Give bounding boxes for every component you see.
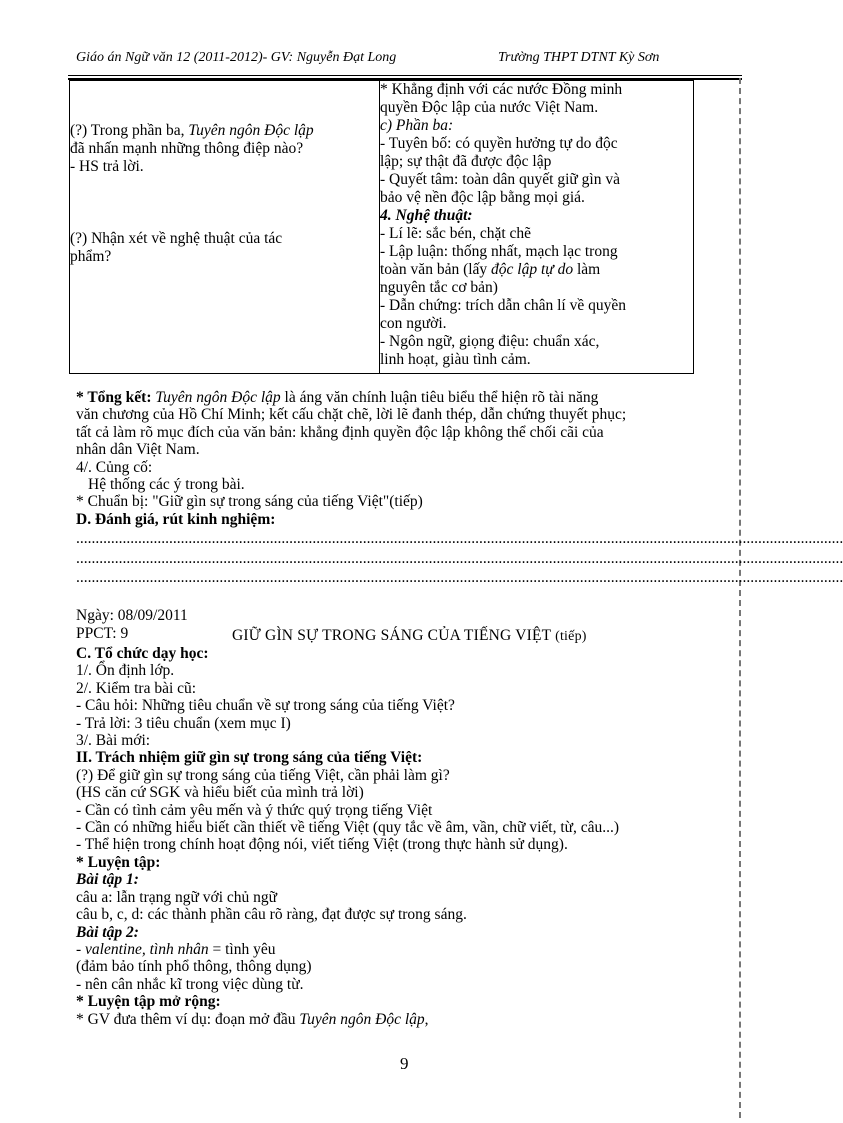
section-heading: II. Trách nhiệm giữ gìn sự trong sáng của tiếng Việt:	[76, 749, 423, 767]
summary-line1: * Tổng kết: Tuyên ngôn Độc lập là áng văn chính luận tiêu biểu thể hiện rõ tài năng	[76, 389, 599, 406]
summary-line2: văn chương của Hồ Chí Minh; kết cấu chặt chẽ, lời lẽ đanh thép, dẫn chứng thuyết phục;	[76, 406, 627, 424]
body-line: (HS căn cứ SGK và hiểu biết của mình trả lời)	[76, 784, 364, 802]
content-line: quyền Độc lập của nước Việt Nam.	[380, 99, 599, 116]
body-line: (?) Để giữ gìn sự trong sáng của tiếng Việt, cần phải làm gì?	[76, 766, 450, 784]
section-heading: C. Tổ chức dạy học:	[76, 645, 209, 662]
body-line: - valentine, tình nhân = tình yêu	[76, 940, 276, 958]
content-subheading: c) Phần ba:	[380, 117, 454, 134]
preparation-line: * Chuẩn bị: "Giữ gìn sự trong sáng của tiếng Việt"(tiếp)	[76, 493, 423, 511]
content-heading-art: 4. Nghệ thuật:	[380, 207, 473, 224]
body-line: 2/. Kiểm tra bài cũ:	[76, 679, 197, 697]
date-text: Ngày: 08/09/2011	[76, 607, 188, 624]
lesson-title-suffix: (tiếp)	[555, 629, 587, 644]
consolidation-heading: 4/. Củng cố:	[76, 458, 153, 476]
exercise-heading: Bài tập 1:	[76, 871, 139, 889]
body-line: (đảm bảo tính phổ thông, thông dụng)	[76, 958, 312, 976]
question-part3-answer: - HS trả lời.	[70, 158, 144, 175]
summary-line3: tất cả làm rõ mục đích của văn bản: khẳng định quyền độc lập không thể chối cãi của	[76, 423, 604, 441]
ppct-label: PPCT: 9	[76, 625, 129, 642]
question-art-line1: (?) Nhận xét về nghệ thuật của tác	[70, 230, 283, 247]
content-line: - Dẫn chứng: trích dẫn chân lí về quyền	[380, 297, 626, 314]
lesson-title-text: GIỮ GÌN SỰ TRONG SÁNG CỦA TIẾNG VIỆT	[232, 627, 552, 644]
body-line: - Trả lời: 3 tiêu chuẩn (xem mục I)	[76, 714, 291, 732]
body-line: - Thể hiện trong chính hoạt động nói, viết tiếng Việt (trong thực hành sử dụng).	[76, 836, 568, 854]
body-line: - nên cân nhắc kĩ trong việc dùng từ.	[76, 975, 304, 993]
header-right-text: Trường THPT DTNT Kỳ Sơn	[498, 50, 660, 65]
content-line: bảo vệ nền độc lập bằng mọi giá.	[380, 189, 585, 206]
lesson2-body	[76, 645, 619, 1028]
content-line: - Tuyên bố: có quyền hưởng tự do độc	[380, 135, 618, 152]
body-line: * GV đưa thêm ví dụ: đoạn mở đầu Tuyên ngôn Độc lập,	[76, 1010, 429, 1028]
question-art-line2: phẩm?	[70, 248, 112, 265]
header-rule-thin	[68, 75, 742, 76]
page-number: 9	[400, 1054, 409, 1073]
body-line: 3/. Bài mới:	[76, 732, 151, 750]
lesson-table	[69, 80, 694, 374]
dotted-line: ......................................................................................................................................................................................................	[76, 530, 843, 548]
content-line: lập; sự thật đã được độc lập	[380, 153, 552, 170]
teacher-questions-cell	[70, 81, 380, 374]
content-line: * Khẳng định với các nước Đồng minh	[380, 81, 623, 98]
exercise-heading: Bài tập 2:	[76, 923, 139, 941]
content-line: con người.	[380, 315, 447, 332]
section-heading: * Luyện tập:	[76, 853, 161, 871]
body-line: - Câu hỏi: Những tiêu chuẩn về sự trong sáng của tiếng Việt?	[76, 697, 455, 715]
consolidation-item: Hệ thống các ý trong bài.	[88, 476, 245, 494]
content-line: nguyên tắc cơ bản)	[380, 279, 498, 296]
evaluation-heading: D. Đánh giá, rút kinh nghiệm:	[76, 510, 276, 528]
header-left-text: Giáo án Ngữ văn 12 (2011-2012)- GV: Nguyễn Đạt Long	[76, 50, 397, 65]
content-line: - Quyết tâm: toàn dân quyết giữ gìn và	[380, 171, 620, 188]
question-part3-line2: đã nhấn mạnh những thông điệp nào?	[70, 140, 304, 157]
body-line: câu b, c, d: các thành phần câu rõ ràng, đạt được sự trong sáng.	[76, 906, 467, 924]
content-cell	[380, 81, 694, 374]
content-line: - Lập luận: thống nhất, mạch lạc trong	[380, 243, 618, 260]
content-line: - Ngôn ngữ, giọng điệu: chuẩn xác,	[380, 333, 600, 350]
content-line: toàn văn bản (lấy độc lập tự do làm	[380, 261, 601, 278]
lesson-title	[232, 627, 587, 645]
content-line: linh hoạt, giàu tình cảm.	[380, 351, 531, 368]
page-border-right	[739, 78, 741, 1118]
dotted-line: ......................................................................................................................................................................................................	[76, 569, 843, 587]
content-line: - Lí lẽ: sắc bén, chặt chẽ	[380, 225, 532, 242]
summary-line4: nhân dân Việt Nam.	[76, 441, 200, 459]
body-line: - Cần có tình cảm yêu mến và ý thức quý trọng tiếng Việt	[76, 801, 433, 819]
dotted-line: ......................................................................................................................................................................................................	[76, 549, 843, 567]
body-line: 1/. Ổn định lớp.	[76, 662, 175, 680]
summary-section	[76, 389, 843, 587]
question-part3-line1: (?) Trong phần ba, Tuyên ngôn Độc lập	[70, 122, 314, 139]
lesson-date	[76, 607, 188, 624]
body-line: - Cần có những hiểu biết cần thiết về tiếng Việt (quy tắc về âm, vần, chữ viết, từ, câu...)	[76, 819, 620, 837]
body-line: câu a: lẫn trạng ngữ với chủ ngữ	[76, 888, 278, 906]
section-heading: * Luyện tập mở rộng:	[76, 993, 221, 1011]
